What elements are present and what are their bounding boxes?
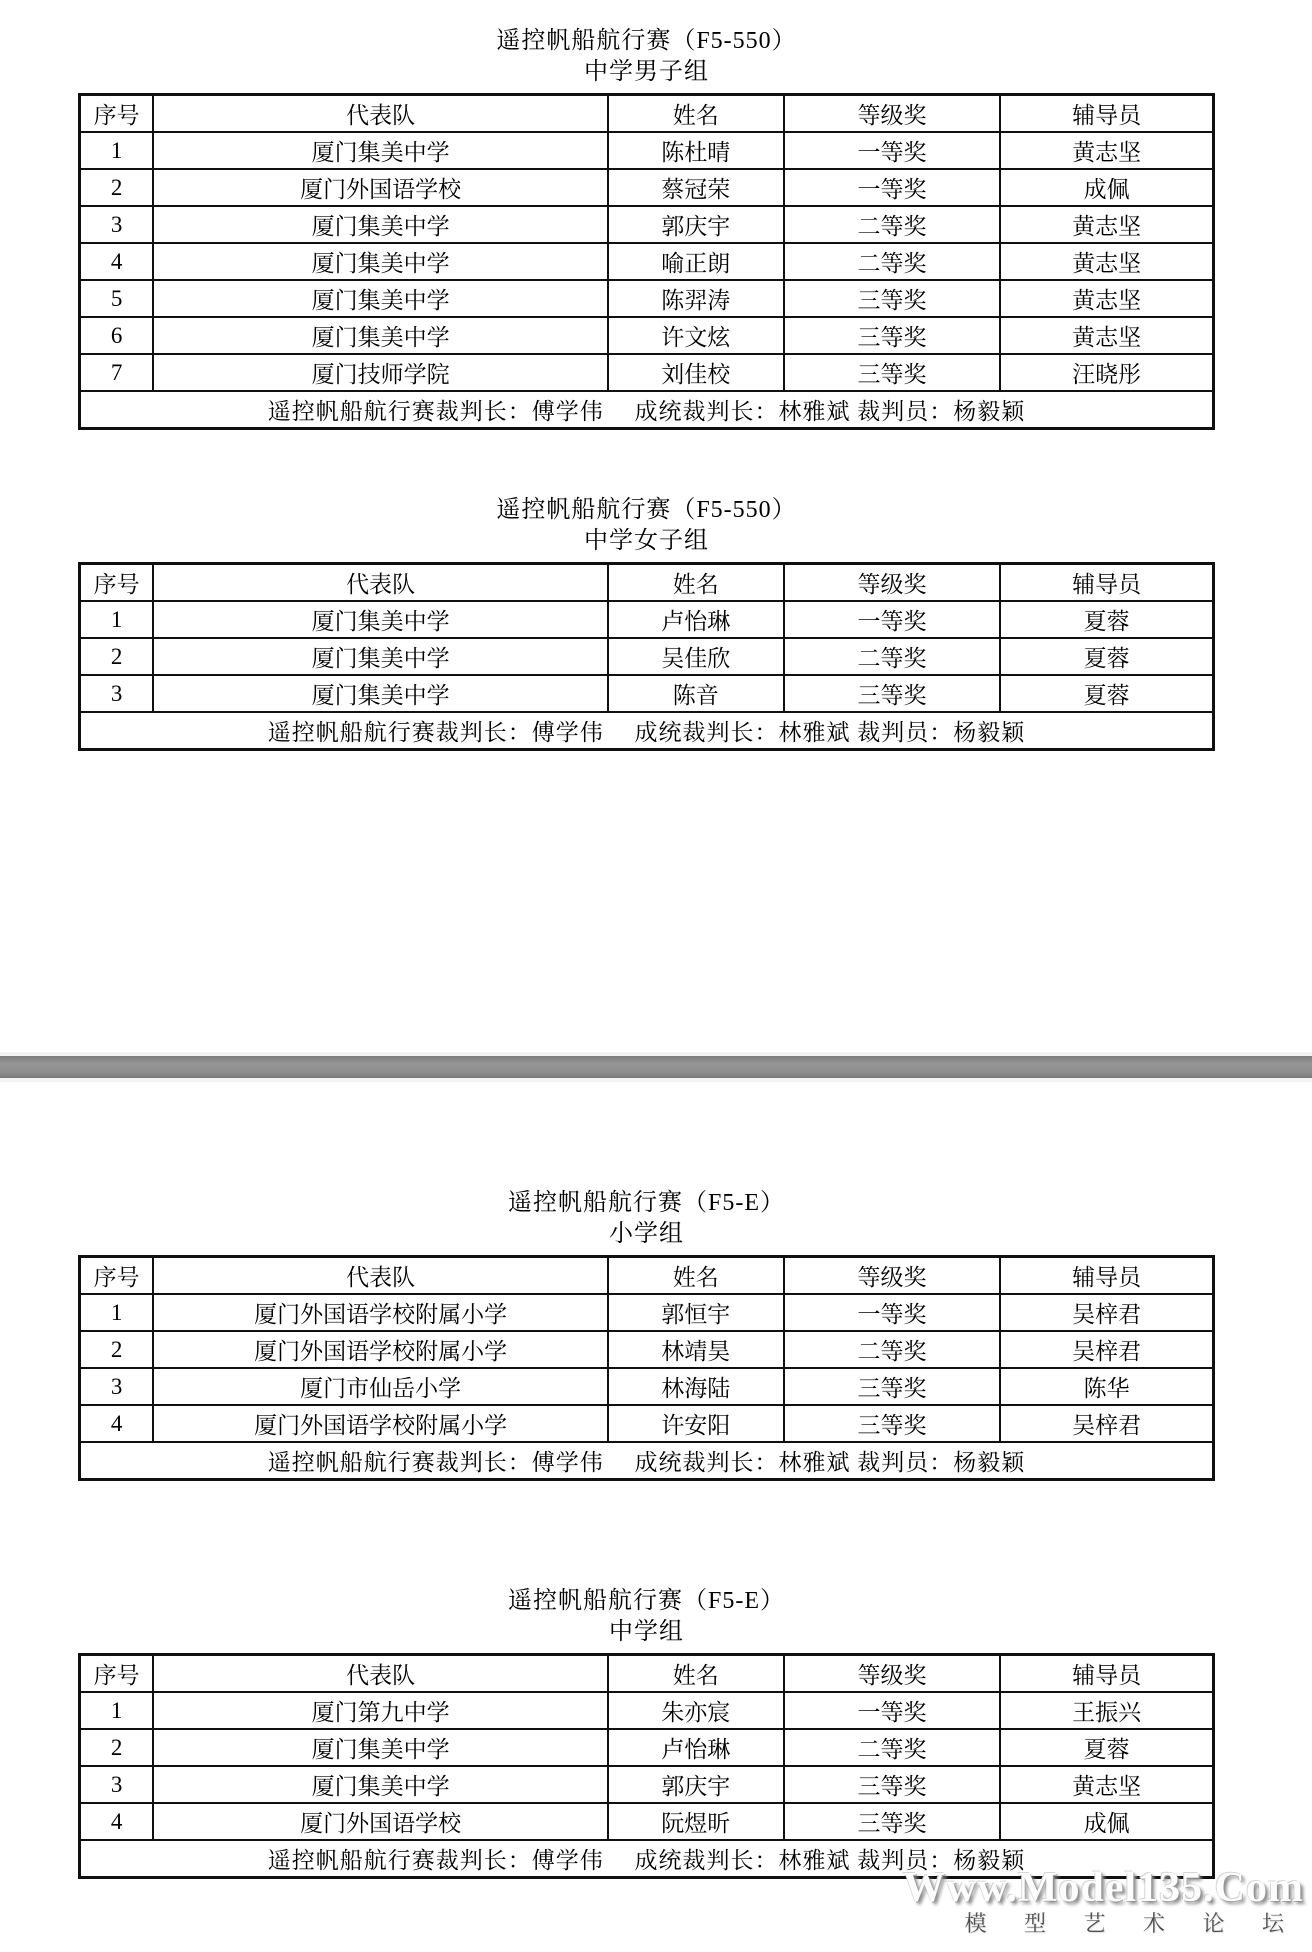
table-cell: 一等奖 xyxy=(784,1692,1001,1729)
table-cell: 三等奖 xyxy=(784,675,1001,712)
results-section-f5e-primary xyxy=(78,1188,1215,1481)
table-cell: 黄志坚 xyxy=(1000,317,1213,354)
table-cell: 夏蓉 xyxy=(1000,1729,1213,1766)
table-cell: 三等奖 xyxy=(784,1368,1001,1405)
column-header: 辅导员 xyxy=(1000,564,1213,602)
table-cell: 陈羿涛 xyxy=(608,280,784,317)
table-row xyxy=(80,1368,1214,1405)
column-header: 姓名 xyxy=(608,1257,784,1295)
table-row xyxy=(80,206,1214,243)
table-cell: 黄志坚 xyxy=(1000,243,1213,280)
judges-line: 遥控帆船航行赛裁判长：傅学伟 成统裁判长：林雅斌 裁判员：杨毅颖 xyxy=(80,1442,1214,1480)
results-section-f5e-middle xyxy=(78,1586,1215,1879)
table-row xyxy=(80,1729,1214,1766)
table-cell: 三等奖 xyxy=(784,317,1001,354)
table-cell: 2 xyxy=(80,1729,154,1766)
table-cell: 2 xyxy=(80,638,154,675)
judges-line: 遥控帆船航行赛裁判长：傅学伟 成统裁判长：林雅斌 裁判员：杨毅颖 xyxy=(80,712,1214,750)
table-cell: 成佩 xyxy=(1000,169,1213,206)
judges-line: 遥控帆船航行赛裁判长：傅学伟 成统裁判长：林雅斌 裁判员：杨毅颖 xyxy=(80,1840,1214,1878)
table-row xyxy=(80,1331,1214,1368)
table-title: 遥控帆船航行赛（F5-550） xyxy=(496,497,797,523)
results-section-f5-550-boys xyxy=(78,26,1215,430)
table-cell: 厦门集美中学 xyxy=(153,280,608,317)
table-cell: 厦门集美中学 xyxy=(153,675,608,712)
table-cell: 4 xyxy=(80,1405,154,1442)
column-header: 序号 xyxy=(80,1655,154,1693)
table-title: 遥控帆船航行赛（F5-E） xyxy=(508,1588,785,1614)
column-header: 姓名 xyxy=(608,564,784,602)
table-cell: 6 xyxy=(80,317,154,354)
table-row xyxy=(80,132,1214,169)
column-header: 等级奖 xyxy=(784,1257,1001,1295)
table-cell: 汪晓彤 xyxy=(1000,354,1213,391)
table-cell: 卢怡琳 xyxy=(608,601,784,638)
table-subtitle: 中学男子组 xyxy=(584,59,709,85)
column-header: 序号 xyxy=(80,564,154,602)
judges-row xyxy=(80,391,1214,429)
table-cell: 许文炫 xyxy=(608,317,784,354)
table-cell: 二等奖 xyxy=(784,243,1001,280)
table-cell: 厦门外国语学校附属小学 xyxy=(153,1294,608,1331)
table-cell: 许安阳 xyxy=(608,1405,784,1442)
table-cell: 厦门外国语学校附属小学 xyxy=(153,1405,608,1442)
table-cell: 一等奖 xyxy=(784,169,1001,206)
table-cell: 郭庆宇 xyxy=(608,1766,784,1803)
table-cell: 成佩 xyxy=(1000,1803,1213,1840)
results-table xyxy=(78,1653,1215,1879)
watermark xyxy=(903,1866,1304,1938)
table-cell: 夏蓉 xyxy=(1000,601,1213,638)
table-cell: 黄志坚 xyxy=(1000,132,1213,169)
table-cell: 1 xyxy=(80,1294,154,1331)
table-cell: 厦门集美中学 xyxy=(153,132,608,169)
header-row xyxy=(80,95,1214,133)
judges-line: 遥控帆船航行赛裁判长：傅学伟 成统裁判长：林雅斌 裁判员：杨毅颖 xyxy=(80,391,1214,429)
table-cell: 厦门集美中学 xyxy=(153,638,608,675)
table-cell: 三等奖 xyxy=(784,1766,1001,1803)
table-cell: 卢怡琳 xyxy=(608,1729,784,1766)
table-cell: 1 xyxy=(80,132,154,169)
results-table xyxy=(78,1255,1215,1481)
column-header: 等级奖 xyxy=(784,564,1001,602)
table-cell: 黄志坚 xyxy=(1000,1766,1213,1803)
column-header: 辅导员 xyxy=(1000,95,1213,133)
page-break-divider xyxy=(0,1052,1312,1082)
table-cell: 林靖昊 xyxy=(608,1331,784,1368)
column-header: 代表队 xyxy=(153,1655,608,1693)
table-cell: 厦门集美中学 xyxy=(153,317,608,354)
table-cell: 郭恒宇 xyxy=(608,1294,784,1331)
table-cell: 4 xyxy=(80,243,154,280)
column-header: 代表队 xyxy=(153,564,608,602)
table-cell: 二等奖 xyxy=(784,1331,1001,1368)
column-header: 序号 xyxy=(80,95,154,133)
table-row xyxy=(80,601,1214,638)
column-header: 辅导员 xyxy=(1000,1655,1213,1693)
table-cell: 厦门外国语学校 xyxy=(153,1803,608,1840)
table-cell: 一等奖 xyxy=(784,601,1001,638)
table-cell: 吴佳欣 xyxy=(608,638,784,675)
table-row xyxy=(80,1803,1214,1840)
table-row xyxy=(80,243,1214,280)
table-cell: 刘佳校 xyxy=(608,354,784,391)
results-section-f5-550-girls xyxy=(78,495,1215,751)
results-table xyxy=(78,562,1215,751)
table-row xyxy=(80,317,1214,354)
column-header: 等级奖 xyxy=(784,1655,1001,1693)
table-row xyxy=(80,1294,1214,1331)
table-cell: 厦门外国语学校附属小学 xyxy=(153,1331,608,1368)
column-header: 序号 xyxy=(80,1257,154,1295)
table-cell: 二等奖 xyxy=(784,206,1001,243)
table-cell: 厦门集美中学 xyxy=(153,243,608,280)
watermark-forum-name: 模 型 艺 术 论 坛 xyxy=(964,1911,1300,1936)
table-cell: 三等奖 xyxy=(784,1803,1001,1840)
judges-row xyxy=(80,1442,1214,1480)
table-title: 遥控帆船航行赛（F5-E） xyxy=(508,1190,785,1216)
table-subtitle: 中学女子组 xyxy=(584,528,709,554)
table-cell: 厦门集美中学 xyxy=(153,1766,608,1803)
table-cell: 3 xyxy=(80,206,154,243)
column-header: 等级奖 xyxy=(784,95,1001,133)
table-cell: 陈华 xyxy=(1000,1368,1213,1405)
table-row xyxy=(80,1405,1214,1442)
table-row xyxy=(80,638,1214,675)
header-row xyxy=(80,564,1214,602)
results-table xyxy=(78,93,1215,430)
table-cell: 1 xyxy=(80,601,154,638)
table-cell: 黄志坚 xyxy=(1000,206,1213,243)
table-cell: 厦门市仙岳小学 xyxy=(153,1368,608,1405)
column-header: 姓名 xyxy=(608,95,784,133)
table-row xyxy=(80,1766,1214,1803)
table-cell: 二等奖 xyxy=(784,638,1001,675)
table-cell: 2 xyxy=(80,1331,154,1368)
table-row xyxy=(80,675,1214,712)
table-cell: 一等奖 xyxy=(784,1294,1001,1331)
table-cell: 4 xyxy=(80,1803,154,1840)
column-header: 代表队 xyxy=(153,1257,608,1295)
table-cell: 夏蓉 xyxy=(1000,638,1213,675)
table-cell: 王振兴 xyxy=(1000,1692,1213,1729)
table-cell: 三等奖 xyxy=(784,1405,1001,1442)
table-cell: 蔡冠荣 xyxy=(608,169,784,206)
table-row xyxy=(80,280,1214,317)
table-cell: 5 xyxy=(80,280,154,317)
table-cell: 夏蓉 xyxy=(1000,675,1213,712)
watermark-site-url: Www.Model135.Com xyxy=(903,1865,1304,1911)
table-cell: 厦门第九中学 xyxy=(153,1692,608,1729)
column-header: 辅导员 xyxy=(1000,1257,1213,1295)
column-header: 姓名 xyxy=(608,1655,784,1693)
table-cell: 吴梓君 xyxy=(1000,1331,1213,1368)
table-cell: 郭庆宇 xyxy=(608,206,784,243)
divider-bar xyxy=(0,1056,1312,1078)
table-cell: 朱亦宸 xyxy=(608,1692,784,1729)
table-cell: 黄志坚 xyxy=(1000,280,1213,317)
header-row xyxy=(80,1655,1214,1693)
table-cell: 吴梓君 xyxy=(1000,1405,1213,1442)
table-cell: 阮煜昕 xyxy=(608,1803,784,1840)
table-cell: 7 xyxy=(80,354,154,391)
table-cell: 厦门集美中学 xyxy=(153,601,608,638)
table-cell: 1 xyxy=(80,1692,154,1729)
table-cell: 林海陆 xyxy=(608,1368,784,1405)
table-cell: 3 xyxy=(80,1766,154,1803)
table-subtitle: 小学组 xyxy=(609,1221,684,1247)
table-cell: 喻正朗 xyxy=(608,243,784,280)
column-header: 代表队 xyxy=(153,95,608,133)
table-cell: 2 xyxy=(80,169,154,206)
table-cell: 陈音 xyxy=(608,675,784,712)
table-cell: 厦门外国语学校 xyxy=(153,169,608,206)
table-subtitle: 中学组 xyxy=(609,1619,684,1645)
table-row xyxy=(80,354,1214,391)
judges-row xyxy=(80,712,1214,750)
table-cell: 二等奖 xyxy=(784,1729,1001,1766)
table-title: 遥控帆船航行赛（F5-550） xyxy=(496,28,797,54)
table-cell: 3 xyxy=(80,1368,154,1405)
table-cell: 3 xyxy=(80,675,154,712)
table-row xyxy=(80,169,1214,206)
header-row xyxy=(80,1257,1214,1295)
table-cell: 厦门集美中学 xyxy=(153,206,608,243)
table-cell: 一等奖 xyxy=(784,132,1001,169)
table-cell: 吴梓君 xyxy=(1000,1294,1213,1331)
table-cell: 陈杜晴 xyxy=(608,132,784,169)
table-row xyxy=(80,1692,1214,1729)
table-cell: 三等奖 xyxy=(784,354,1001,391)
table-cell: 三等奖 xyxy=(784,280,1001,317)
table-cell: 厦门技师学院 xyxy=(153,354,608,391)
table-cell: 厦门集美中学 xyxy=(153,1729,608,1766)
